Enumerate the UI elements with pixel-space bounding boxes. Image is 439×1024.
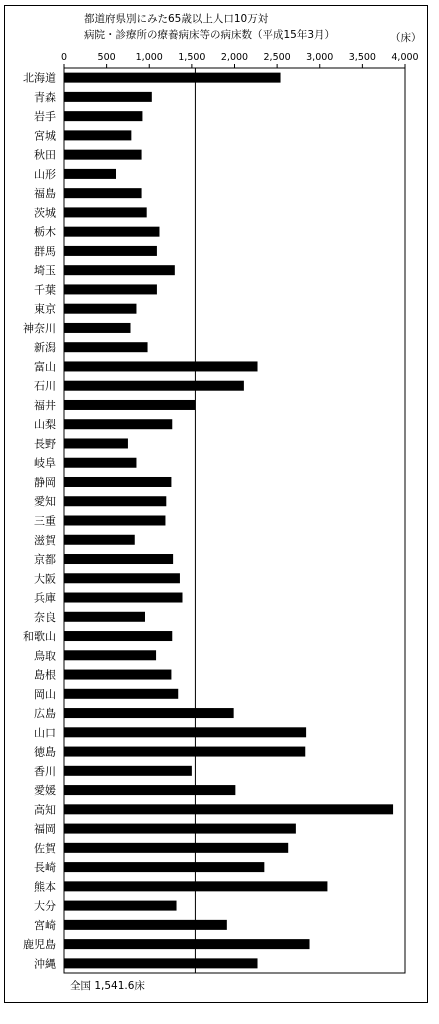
category-label: 岩手 <box>34 110 56 124</box>
bar <box>64 516 165 526</box>
bar <box>64 901 177 911</box>
category-label: 埼玉 <box>34 264 56 278</box>
category-label: 福岡 <box>34 822 56 836</box>
bar <box>64 670 171 680</box>
bar <box>64 73 281 83</box>
category-label: 青森 <box>34 90 56 104</box>
category-label: 愛知 <box>34 495 56 509</box>
category-label: 愛媛 <box>34 784 56 798</box>
category-label: 滋賀 <box>34 533 56 547</box>
bar <box>64 361 258 371</box>
bar <box>64 381 244 391</box>
category-label: 宮城 <box>34 129 56 143</box>
category-label: 東京 <box>34 302 56 316</box>
category-label: 和歌山 <box>23 630 56 644</box>
category-label: 北海道 <box>23 71 56 85</box>
category-label: 富山 <box>34 360 56 374</box>
bar <box>64 593 182 603</box>
bar <box>64 188 142 198</box>
bar <box>64 824 296 834</box>
x-tick-label: 500 <box>97 52 116 63</box>
bar <box>64 862 264 872</box>
bar <box>64 708 234 718</box>
bar <box>64 496 166 506</box>
category-label: 広島 <box>34 707 56 721</box>
unit-label: （床） <box>390 32 422 44</box>
bar <box>64 284 157 294</box>
bar <box>64 438 128 448</box>
bar <box>64 804 393 814</box>
category-label: 徳島 <box>34 745 56 759</box>
bar <box>64 573 180 583</box>
bar <box>64 747 305 757</box>
category-label: 岐阜 <box>34 456 56 470</box>
category-label: 福井 <box>34 398 56 412</box>
category-label: 島根 <box>34 668 56 682</box>
bar <box>64 920 227 930</box>
category-label: 新潟 <box>34 341 56 355</box>
bar <box>64 169 116 179</box>
category-label: 石川 <box>34 379 56 393</box>
category-label: 長野 <box>34 437 56 451</box>
category-label: 茨城 <box>34 206 56 220</box>
bar <box>64 323 130 333</box>
category-label: 栃木 <box>34 225 56 239</box>
category-label: 宮崎 <box>34 918 56 932</box>
bar <box>64 246 157 256</box>
x-tick-label: 1,500 <box>178 52 206 63</box>
category-label: 奈良 <box>34 610 56 624</box>
bar <box>64 150 142 160</box>
bar <box>64 458 136 468</box>
category-label: 千葉 <box>34 283 56 297</box>
bar <box>64 631 172 641</box>
bar <box>64 766 192 776</box>
category-label: 三重 <box>34 514 56 528</box>
bar <box>64 554 173 564</box>
bar <box>64 227 159 237</box>
bar <box>64 881 327 891</box>
chart-title-line-1: 都道府県別にみた65歳以上人口10万対 <box>84 13 269 25</box>
bar <box>64 535 135 545</box>
category-label: 兵庫 <box>34 591 56 605</box>
bar <box>64 689 178 699</box>
category-label: 大阪 <box>34 572 56 586</box>
bar <box>64 650 156 660</box>
category-label: 京都 <box>34 553 56 567</box>
bar <box>64 400 195 410</box>
bar <box>64 207 147 217</box>
national-average-note: 全国 1,541.6床 <box>70 980 145 992</box>
category-label: 山形 <box>34 167 56 181</box>
category-label: 神奈川 <box>23 321 56 335</box>
bar <box>64 304 136 314</box>
bar <box>64 342 148 352</box>
x-tick-label: 0 <box>60 52 68 63</box>
bar <box>64 130 131 140</box>
category-label: 秋田 <box>34 148 56 162</box>
category-label: 鹿児島 <box>23 938 56 952</box>
bar <box>64 939 310 949</box>
category-label: 静岡 <box>34 475 56 489</box>
bar <box>64 265 175 275</box>
bar <box>64 785 235 795</box>
category-label: 高知 <box>34 803 56 817</box>
x-tick-label: 3,500 <box>348 52 376 63</box>
category-label: 沖縄 <box>34 957 56 971</box>
bar <box>64 612 145 622</box>
x-tick-label: 1,000 <box>135 52 163 63</box>
x-tick-label: 2,000 <box>220 52 249 63</box>
category-label: 長崎 <box>34 861 56 875</box>
category-label: 山口 <box>34 726 56 740</box>
bar <box>64 843 288 853</box>
category-label: 佐賀 <box>34 841 56 855</box>
bar <box>64 477 171 487</box>
category-label: 岡山 <box>34 687 56 701</box>
chart-title-line-2: 病院・診療所の療養病床等の病床数（平成15年3月） <box>84 29 336 41</box>
x-tick-label: 2,500 <box>263 52 291 63</box>
x-tick-label: 3,000 <box>306 52 334 63</box>
category-label: 群馬 <box>34 244 56 258</box>
bar <box>64 727 306 737</box>
x-tick-label: 4,000 <box>391 52 419 63</box>
bar <box>64 111 142 121</box>
category-label: 鳥取 <box>34 649 56 663</box>
category-label: 大分 <box>34 899 56 913</box>
bar <box>64 419 172 429</box>
category-label: 福島 <box>34 187 56 201</box>
bar <box>64 958 258 968</box>
category-label: 山梨 <box>34 418 56 432</box>
category-label: 香川 <box>34 764 56 778</box>
category-label: 熊本 <box>34 880 56 894</box>
bar <box>64 92 152 102</box>
